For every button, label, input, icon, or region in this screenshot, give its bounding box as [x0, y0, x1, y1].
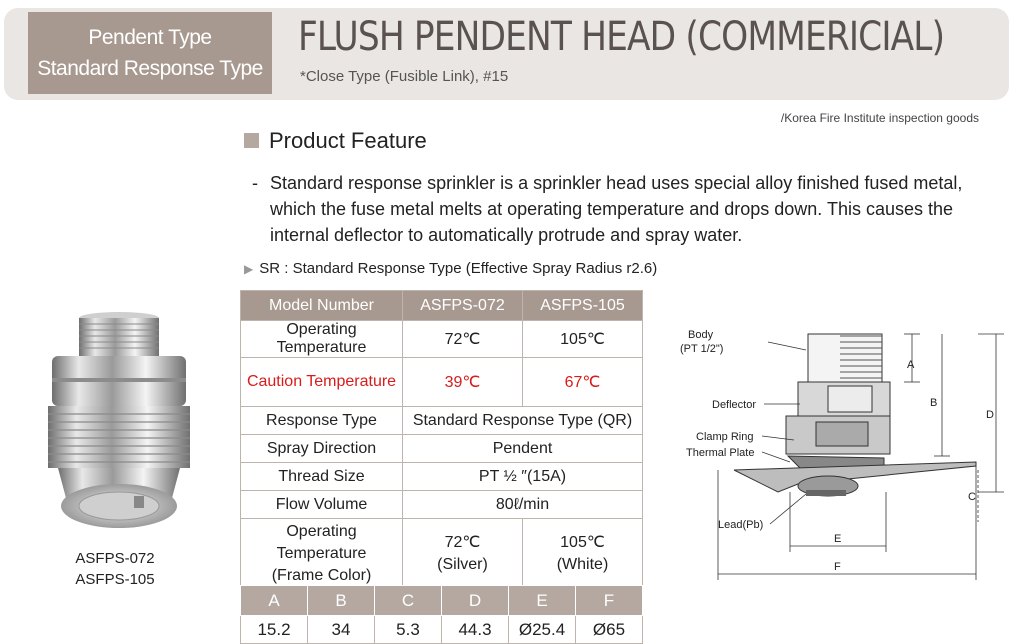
type-line-1: Pendent Type — [88, 26, 212, 49]
row-label: Operating Temperature — [241, 321, 403, 358]
table-header-row — [241, 291, 643, 321]
column-header: E — [509, 586, 576, 616]
section-heading — [244, 128, 427, 154]
cross-section-diagram — [678, 322, 1008, 584]
table-header-row — [241, 586, 643, 616]
column-header: F — [576, 586, 643, 616]
cell-value: Pendent — [403, 435, 643, 463]
cell-color: (Silver) — [437, 556, 488, 573]
cell-value: 34 — [308, 616, 375, 644]
column-header: C — [375, 586, 442, 616]
table-row — [241, 407, 643, 435]
table-row — [241, 519, 643, 590]
row-label-line: Operating Temperature — [276, 523, 367, 562]
cell-value: PT ½ ″(15A) — [403, 463, 643, 491]
dimension-letter: B — [930, 397, 938, 409]
caption-line: ASFPS-105 — [75, 571, 155, 588]
type-badge — [28, 12, 272, 94]
cell-value: 44.3 — [442, 616, 509, 644]
table-row — [241, 463, 643, 491]
dimension-letter: C — [968, 491, 976, 503]
row-label: Flow Volume — [241, 491, 403, 519]
sr-note-text: SR : Standard Response Type (Effective Spray Radius r2.6) — [259, 260, 658, 277]
dimension-letter: F — [834, 561, 841, 573]
diagram-label: Deflector — [712, 399, 757, 411]
column-header: A — [241, 586, 308, 616]
table-row — [241, 491, 643, 519]
caption-line: ASFPS-072 — [75, 550, 155, 567]
diagram-label: (PT 1/2") — [680, 343, 724, 355]
column-header: D — [442, 586, 509, 616]
feature-text: Standard response sprinkler is a sprinkler head uses special alloy finished fused metal, which the fuse metal melts at operating temperature and drops down. This causes the internal deflector to automatically protrude and spray water. — [270, 173, 963, 245]
feature-paragraph — [252, 170, 992, 248]
cell-value — [523, 519, 643, 590]
column-header: ASFPS-072 — [403, 291, 523, 321]
column-header: Model Number — [241, 291, 403, 321]
dimension-table — [240, 585, 643, 644]
dimension-letter: A — [907, 359, 915, 371]
diagram-label: Body — [688, 329, 714, 341]
dimension-letter: D — [986, 409, 994, 421]
dimension-letter: E — [834, 533, 842, 545]
cell-value: 67℃ — [523, 358, 643, 407]
sr-note — [244, 260, 657, 277]
spec-table — [240, 290, 643, 590]
square-bullet-icon — [244, 133, 259, 148]
diagram-label: Clamp Ring — [696, 431, 754, 443]
triangle-bullet-icon: ▶ — [244, 262, 254, 276]
cell-temp: 105℃ — [560, 534, 605, 551]
page-subtitle: *Close Type (Fusible Link), #15 — [300, 68, 509, 85]
dash-bullet: - — [252, 173, 258, 193]
type-line-2: Standard Response Type — [37, 57, 263, 80]
cell-value: 15.2 — [241, 616, 308, 644]
table-row — [241, 321, 643, 358]
cell-value: Ø65 — [576, 616, 643, 644]
row-label: Response Type — [241, 407, 403, 435]
table-row — [241, 358, 643, 407]
column-header: B — [308, 586, 375, 616]
column-header: ASFPS-105 — [523, 291, 643, 321]
cell-value: 39℃ — [403, 358, 523, 407]
table-row — [241, 435, 643, 463]
inspection-note: /Korea Fire Institute inspection goods — [780, 111, 979, 125]
table-row — [241, 616, 643, 644]
cell-value: Standard Response Type (QR) — [403, 407, 643, 435]
cell-value: 80ℓ/min — [403, 491, 643, 519]
row-label — [241, 519, 403, 590]
row-label-line: (Frame Color) — [271, 567, 372, 584]
cell-color: (White) — [556, 556, 609, 573]
cell-value: 72℃ — [403, 321, 523, 358]
page-title: FLUSH PENDENT HEAD (COMMERICIAL) — [298, 14, 945, 60]
cell-temp: 72℃ — [444, 534, 481, 551]
row-label: Thread Size — [241, 463, 403, 491]
cell-value: Ø25.4 — [509, 616, 576, 644]
cell-value: 105℃ — [523, 321, 643, 358]
row-label: Spray Direction — [241, 435, 403, 463]
photo-caption — [60, 548, 170, 590]
diagram-label: Thermal Plate — [686, 447, 755, 459]
cell-value: 5.3 — [375, 616, 442, 644]
cell-value — [403, 519, 523, 590]
diagram-label: Lead(Pb) — [718, 519, 764, 531]
sprinkler-photo — [40, 310, 198, 542]
section-heading-text: Product Feature — [269, 128, 427, 153]
row-label: Caution Temperature — [241, 358, 403, 407]
